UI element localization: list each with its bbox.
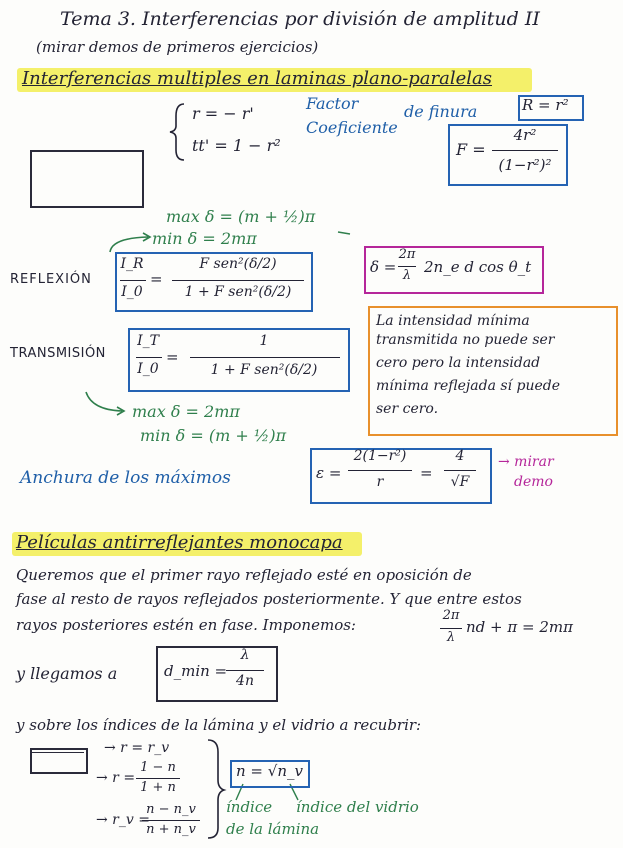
r-eq-2-num: 1 − n — [140, 760, 176, 775]
factor-label: Factor — [306, 94, 359, 113]
result-formula: n = √n_v — [236, 762, 303, 780]
delta-rhs: 2n_e d cos θ_t — [424, 258, 532, 276]
dmin-num: λ — [240, 647, 250, 663]
page-title: Tema 3. Interferencias por división de amplitud II — [60, 8, 540, 30]
label-indice: índice — [226, 798, 273, 816]
it-den: I_0 — [137, 361, 159, 377]
r-eq-2-den: 1 + n — [140, 780, 176, 795]
section-title-peliculas: Películas antirreflejantes monocapa — [16, 532, 343, 553]
reflexion-min: min δ = 2mπ — [152, 229, 257, 248]
transmision-max: max δ = 2mπ — [132, 402, 240, 421]
mirar-note: → mirar — [498, 454, 554, 470]
reflexion-num: F sen²(δ/2) — [199, 256, 277, 272]
reflexion-eq: = — [150, 270, 163, 288]
anchura-den1: r — [376, 474, 384, 490]
transmision-den: 1 + F sen²(δ/2) — [210, 362, 318, 378]
dmin-lhs: d_min = — [164, 662, 228, 680]
para-line-3: rayos posteriores estén en fase. Imponemos: — [16, 616, 356, 634]
label-vidrio: índice del vidrio — [296, 798, 419, 816]
page-subtitle: (mirar demos de primeros ejercicios) — [36, 38, 319, 56]
indices-text: y sobre los índices de la lámina y el vidrio a recubrir: — [16, 716, 422, 734]
arrow-curved-icon — [86, 392, 122, 411]
section-title-interferencias: Interferencias multiples en laminas plano-paralelas — [22, 68, 492, 89]
system-eq-2: tt' = 1 − r² — [192, 136, 281, 155]
arrow-curved-icon — [110, 237, 148, 252]
f-denominator: (1−r²)² — [498, 156, 552, 174]
impose-num: 2π — [442, 608, 460, 623]
delta-lhs: δ = — [370, 258, 397, 276]
delta-den: λ — [402, 268, 412, 283]
anchura-lhs: ε = — [316, 464, 342, 482]
transmision-num: 1 — [259, 333, 269, 349]
demo-note: demo — [514, 474, 553, 490]
dmin-den: 4n — [236, 673, 254, 689]
note-line-3: cero pero la intensidad — [376, 355, 541, 371]
note-line-2: transmitida no puede ser — [376, 332, 555, 348]
r-eq-3-lhs: → r_v = — [96, 812, 150, 828]
anchura-num1: 2(1−r²) — [353, 448, 407, 464]
r-eq-3-num: n − n_v — [146, 802, 196, 817]
finura-label: de finura — [404, 102, 478, 121]
right-brace-icon — [208, 740, 224, 838]
system-eq-1: r = − r' — [192, 104, 254, 123]
r-eq-3-den: n + n_v — [146, 822, 196, 837]
transmision-eq: = — [166, 348, 179, 366]
f-numerator: 4r² — [513, 126, 537, 144]
reflexion-den: 1 + F sen²(δ/2) — [184, 284, 292, 300]
r-formula: R = r² — [522, 96, 569, 114]
transmision-label: TRANSMISIÓN — [10, 346, 106, 361]
blank-rectangle — [30, 150, 144, 208]
r-eq-1: → r = r_v — [104, 740, 170, 756]
label-lamina: de la lámina — [226, 820, 320, 838]
r-eq-2-lhs: → r = — [96, 770, 136, 786]
ir-num: I_R — [120, 256, 144, 272]
para-line-1: Queremos que el primer rayo reflejado esté en oposición de — [16, 566, 472, 584]
anchura-den2: √F — [450, 474, 470, 490]
anchura-label: Anchura de los máximos — [20, 468, 231, 488]
anchura-num2: 4 — [455, 448, 465, 464]
para-line-2: fase al resto de rayos reflejados posteriormente. Y que entre estos — [16, 590, 522, 608]
f-lhs: F = — [456, 140, 486, 159]
impose-rhs: nd + π = 2mπ — [466, 618, 573, 636]
note-line-1: La intensidad mínima — [376, 313, 530, 329]
llegamos-text: y llegamos a — [16, 664, 118, 683]
reflexion-label: REFLEXIÓN — [10, 272, 92, 287]
transmision-min: min δ = (m + ½)π — [140, 426, 287, 445]
delta-num: 2π — [398, 247, 416, 262]
ir-den: I_0 — [121, 284, 143, 300]
it-num: I_T — [137, 333, 159, 349]
left-brace-icon — [170, 104, 184, 160]
anchura-eq: = — [420, 464, 433, 482]
note-line-5: ser cero. — [376, 401, 439, 417]
reflexion-max: max δ = (m + ½)π — [166, 207, 316, 226]
impose-den: λ — [446, 630, 456, 645]
coeficiente-label: Coeficiente — [306, 118, 398, 137]
note-line-4: mínima reflejada sí puede — [376, 378, 560, 394]
